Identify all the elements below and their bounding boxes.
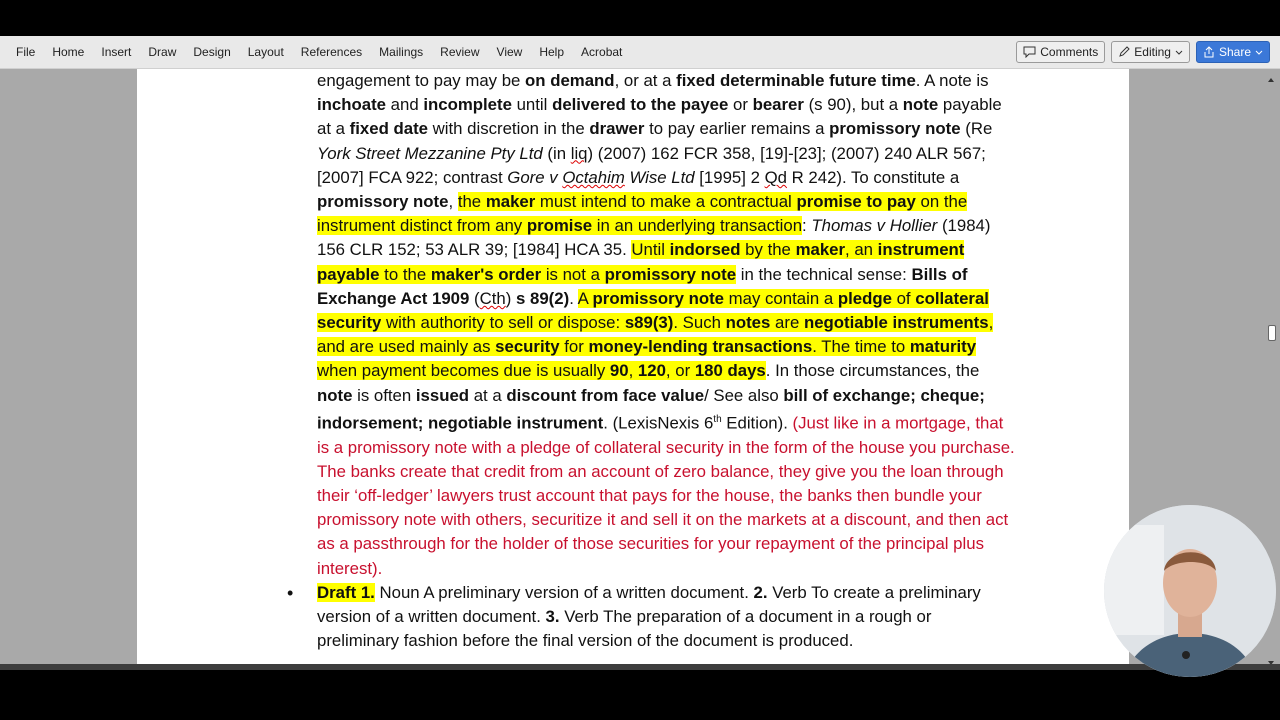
pencil-icon	[1118, 46, 1130, 58]
chevron-down-icon	[1175, 48, 1183, 56]
menu-review[interactable]: Review	[440, 45, 480, 59]
share-label: Share	[1218, 45, 1251, 59]
document-page[interactable]	[137, 69, 1129, 664]
menu-help[interactable]: Help	[539, 45, 565, 59]
editing-label: Editing	[1134, 45, 1171, 59]
menu-view[interactable]: View	[496, 45, 523, 59]
comment-icon	[1023, 46, 1036, 58]
scroll-thumb[interactable]	[1268, 325, 1276, 341]
bullet-icon: •	[287, 582, 294, 603]
menu-design[interactable]: Design	[193, 45, 231, 59]
draft-list-item: • Draft 1. Noun A preliminary version of a written document. 2. Verb To create a preliminary version of a written document. 3. Verb The preparation of a document in a rough or preliminary fashion before the final version of the document is produced.	[287, 582, 981, 651]
share-icon	[1203, 46, 1215, 58]
ribbon-menu	[8, 36, 631, 68]
share-button[interactable]	[1196, 41, 1270, 63]
menu-draw[interactable]: Draw	[148, 45, 177, 59]
menu-references[interactable]: References	[300, 45, 363, 59]
definition-paragraph: engagement to pay may be on demand, or at a fixed determinable future time. A note is inchoate and incomplete until delivered to the payee or bearer (s 90), but a note payable at a fixed date with discretion in the drawer to pay earlier remains a promissory note (Re York Street Mezzanine Pty Ltd (in liq) (2007) 162 FCR 358, [19]-[23]; (2007) 240 ALR 567; [2007] FCA 922; contrast Gore v Octahim Wise Ltd [1995] 2 Qd R 242). To constitute a promissory note, the maker must intend to make a contractual promise to pay on the instrument distinct from any promise in an underlying transaction: Thomas v Hollier (1984) 156 CLR 152; 53 ALR 39; [1984] HCA 35. Until indorsed by the maker, an instrument payable to the maker's order is not a promissory note in the technical sense: Bills of Exchange Act 1909 (Cth) s 89(2). A promissory note may contain a pledge of collateral security with authority to sell or dispose: s89(3). Such notes are negotiable instruments, and are used mainly as security for money-lending transactions. The time to maturity when payment becomes due is usually 90, 120, or 180 days. In those circumstances, the note is often issued at a discount from face value/ See also bill of exchange; cheque; indorsement; negotiable instrument. (LexisNexis 6th Edition). (Just like in a mortgage, that is a promissory note with a pledge of collateral security in the form of the house you purchase. The banks create that credit from an account of zero balance, they give you the loan through their ‘off-ledger’ lawyers trust account that pays for the house, the banks then bundle your promissory note with others, securitize it and sell it on the markets at a discount, and then act as a passthrough for the holder of those securities for your repayment of the principal plus interest).	[317, 71, 1015, 578]
menu-acrobat[interactable]: Acrobat	[581, 45, 623, 59]
document-body[interactable]	[287, 69, 1017, 653]
editing-button[interactable]	[1111, 41, 1190, 63]
scroll-down-icon[interactable]	[1267, 654, 1275, 662]
menu-home[interactable]: Home	[52, 45, 85, 59]
bottom-letterbox	[0, 670, 1280, 720]
title-bar	[0, 0, 1280, 36]
menu-file[interactable]: File	[16, 45, 36, 59]
ribbon	[0, 36, 1280, 69]
scroll-up-icon[interactable]	[1267, 71, 1275, 79]
webcam-overlay	[1104, 505, 1276, 677]
menu-mailings[interactable]: Mailings	[379, 45, 424, 59]
comments-label: Comments	[1040, 45, 1099, 59]
document-workspace	[0, 69, 1280, 664]
comments-button[interactable]	[1016, 41, 1105, 63]
presenter-avatar-icon	[1104, 505, 1276, 677]
menu-insert[interactable]: Insert	[101, 45, 132, 59]
ribbon-right-buttons	[1016, 41, 1270, 63]
chevron-down-icon	[1255, 48, 1263, 56]
menu-layout[interactable]: Layout	[247, 45, 284, 59]
